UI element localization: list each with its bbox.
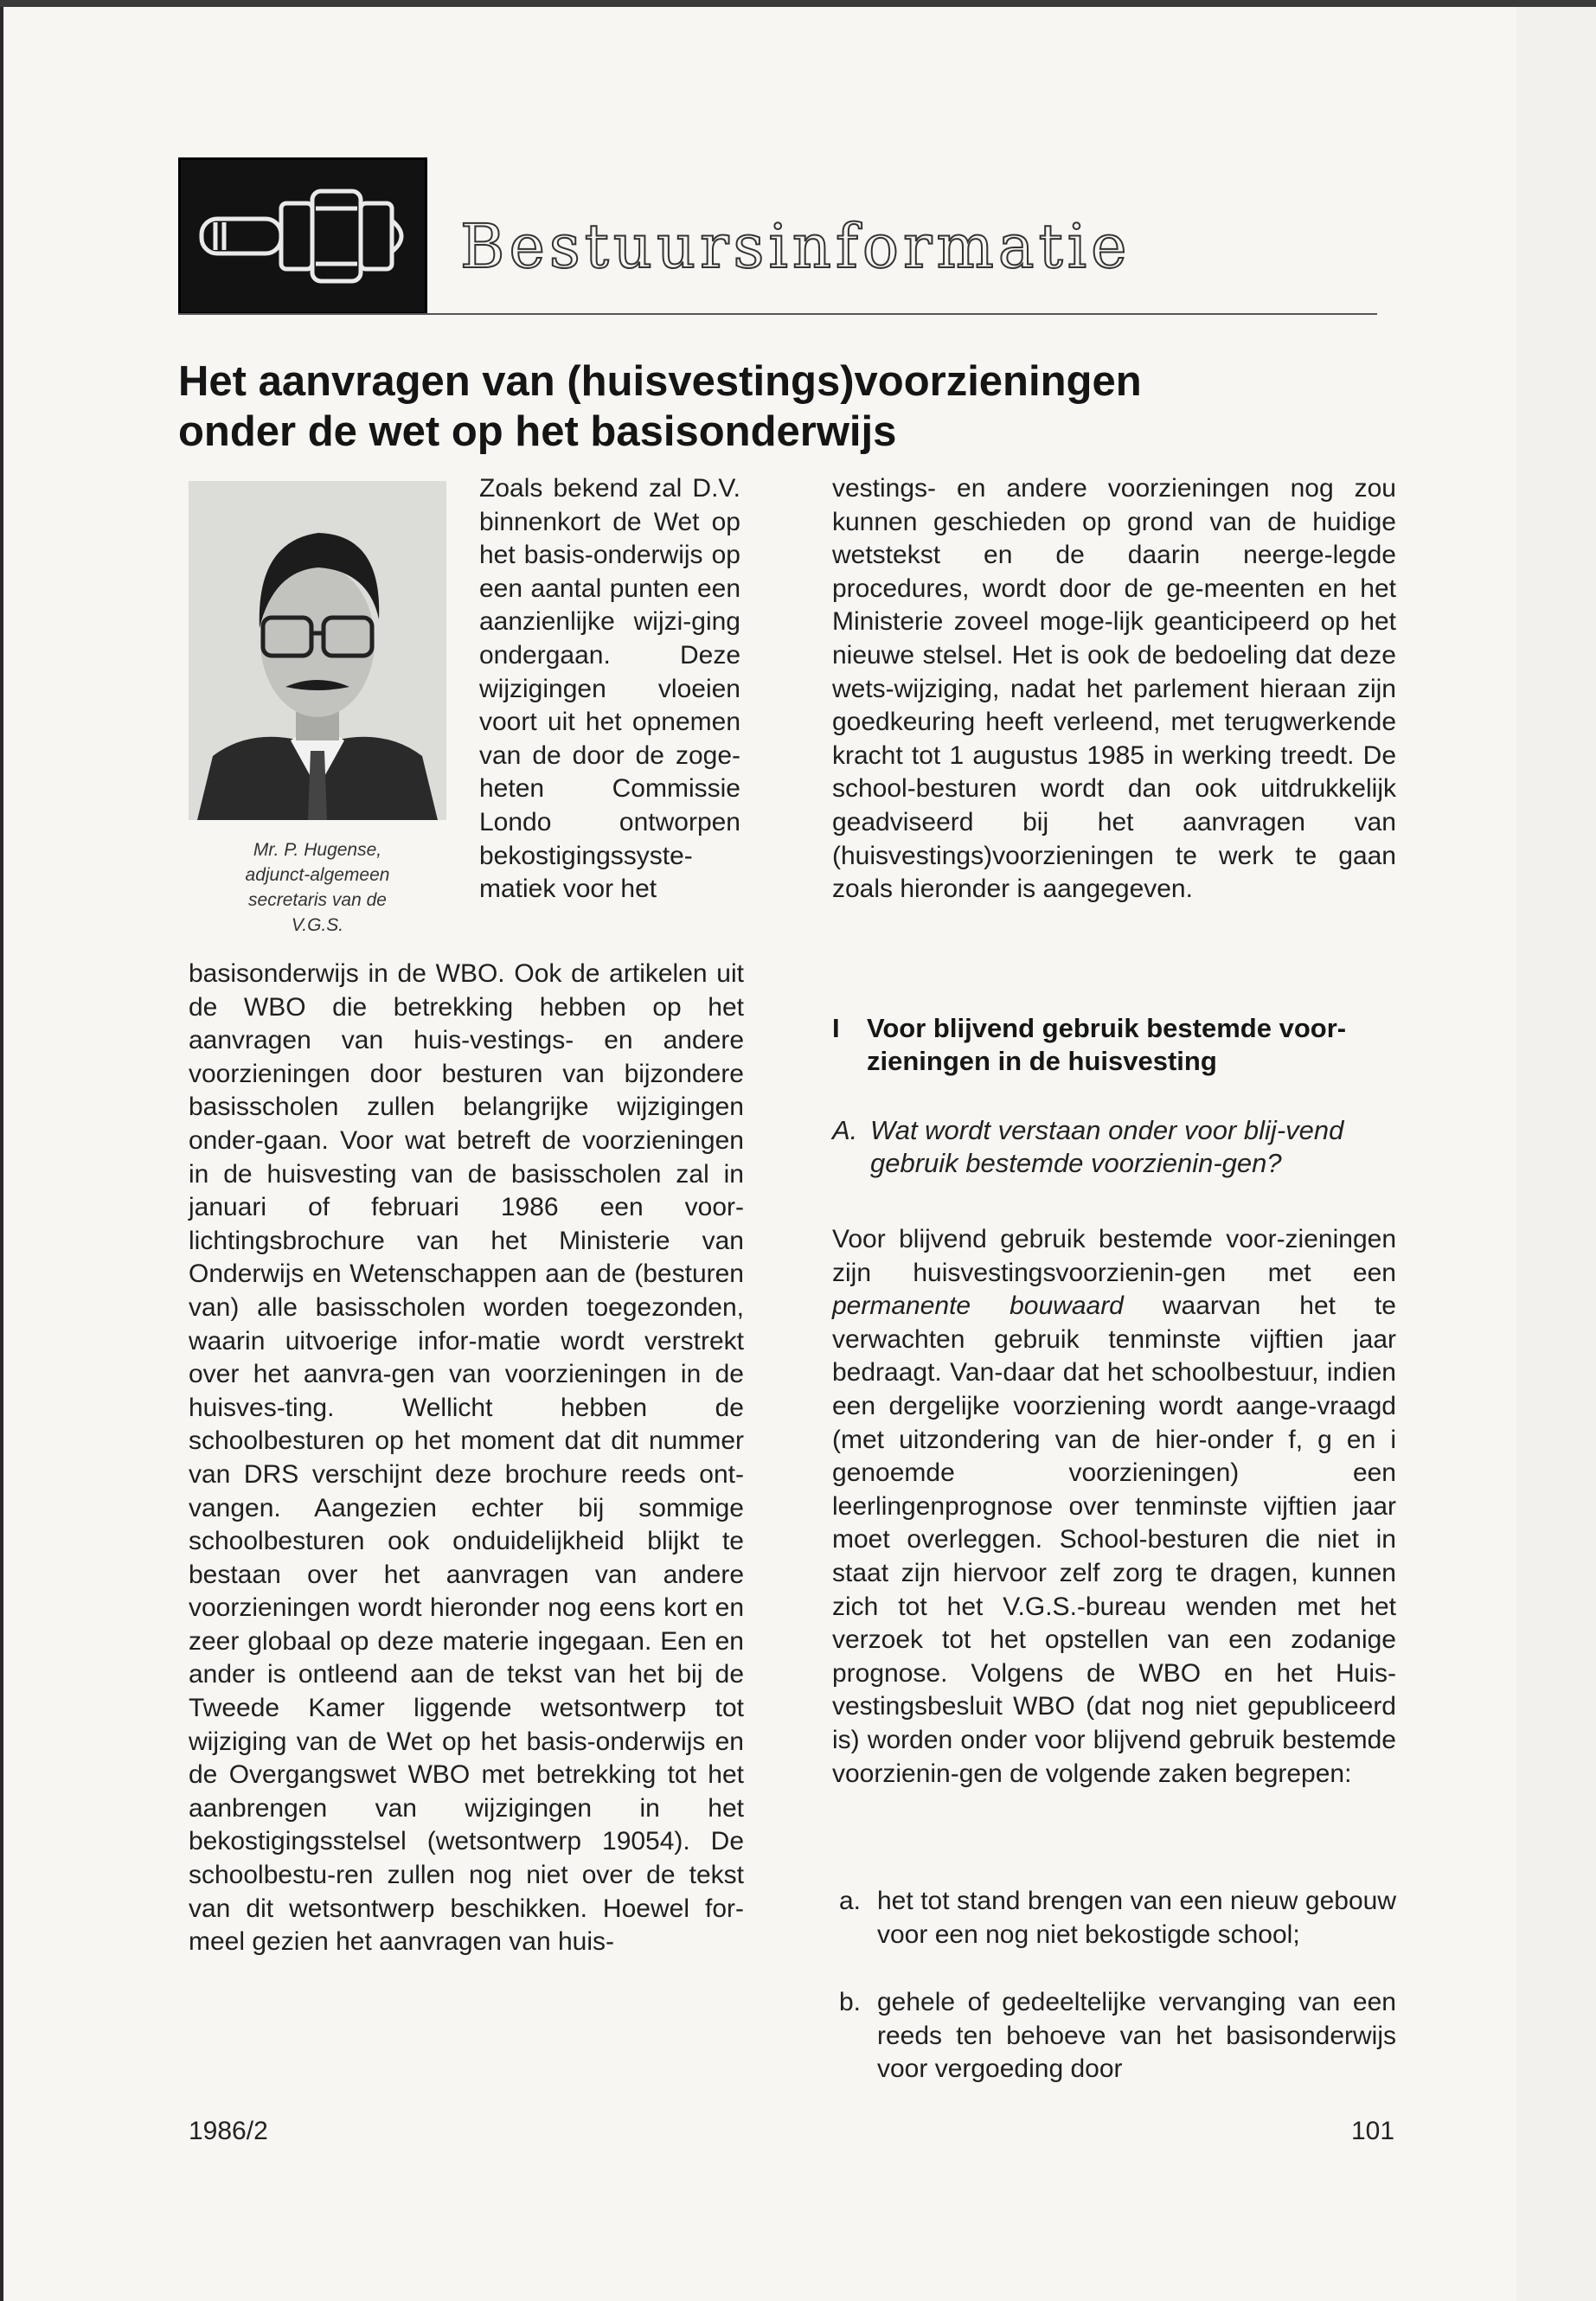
- list-item-b-label: b.: [839, 1988, 862, 2016]
- column-1-intro-paragraph: Zoals bekend zal D.V. binnenkort de Wet op het basis-onderwijs op een aantal punten een aanzienlijke wijzi-ging ondergaan. Deze wijzigingen vloeien voort uit het opnemen van de door de zoge-heten Commissie Londo ontworpen bekostigingssyste-matiek voor het: [479, 474, 740, 904]
- column-2-intro: [832, 472, 1396, 907]
- subheading-A-text: Wat wordt verstaan onder voor blij-vend gebruik bestemde voorzienin-gen?: [870, 1115, 1344, 1178]
- list-item-a-text: het tot stand brengen van een nieuw gebouw voor een nog niet bekostigde school;: [877, 1887, 1396, 1949]
- column-2-intro-paragraph: vestings- en andere voorzieningen nog zou kunnen geschieden op grond van de huidige wetstekst en de daarin neerge-legde procedures, wordt door de ge-meenten en het Ministerie zoveel moge-lijk geanticipeerd op het nieuwe stelsel. Het is ook de bedoeling dat deze wets-wijziging, nadat het parlement hieraan zijn goedkeuring heeft verleend, met terugwerkende kracht tot 1 augustus 1985 in werking treedt. De school-besturen wordt dan ook uitdrukkelijk geadviseerd bij het aanvragen van (huisvestings)voorzieningen te werk te gaan zoals hieronder is aangegeven.: [832, 474, 1396, 904]
- list-item-a: [832, 1885, 1396, 1952]
- scan-edge-right: [1516, 7, 1596, 2301]
- subheading-A: [832, 1114, 1396, 1180]
- caption-line-1: Mr. P. Hugense,: [253, 840, 382, 860]
- article-headline: [178, 356, 1389, 457]
- column-2-body-paragraph: [832, 1223, 1396, 1791]
- issue-number: 1986/2: [189, 2117, 268, 2145]
- header-rule: [178, 313, 1377, 315]
- list-item-b: [832, 1986, 1396, 2086]
- column-1-body: [189, 958, 744, 1959]
- caption-line-4: V.G.S.: [291, 915, 344, 935]
- body-text-post: waarvan het te verwachten gebruik tenminste vijftien jaar bedraagt. Van-daar dat het schoolbestuur, indien een dergelijke voorziening wordt aange-vraagd (met uitzondering van de hier-onder f, g en i genoemde voorzieningen) een leerlingenprognose over tenminste vijftien jaar moet overleggen. School-besturen die niet in staat zijn hiervoor zelf zorg te dragen, kunnen zich tot het V.G.S.-bureau wenden met het verzoek tot het opstellen van een zodanige prognose. Volgens de WBO en het Huis-vestingsbesluit WBO (dat nog niet gepubliceerd is) worden onder voor blijvend gebruik bestemde voorzienin-gen de volgende zaken begrepen:: [832, 1292, 1396, 1788]
- gavel-icon: [186, 165, 420, 307]
- subheading-A-number: A.: [832, 1115, 858, 1145]
- column-1-body-paragraph: basisonderwijs in de WBO. Ook de artikelen uit de WBO die betrekking hebben op het aanvragen van huis-vestings- en andere voorzieningen door besturen van bijzondere basisscholen zullen belangrijke wijzigingen onder-gaan. Voor wat betreft de voorzieningen in de huisvesting van de basisscholen zal in januari of februari 1986 een voor-lichtingsbrochure van het Ministerie van Onderwijs en Wetenschappen aan de (besturen van) alle basisscholen worden toegezonden, waarin uitvoerige infor-matie wordt verstrekt over het aanvra-gen van voorzieningen in de huisves-ting. Wellicht hebben de schoolbesturen op het moment dat dit nummer van DRS verschijnt deze brochure reeds ont-vangen. Aangezien echter bij sommige schoolbesturen ook onduidelijkheid blijkt te bestaan over het aanvragen van andere voorzieningen wordt hieronder nog eens kort en zeer globaal op deze materie ingegaan. Een en ander is ontleend aan de tekst van het bij de Tweede Kamer liggende wetsontwerp tot wijziging van de Wet op het basis-onderwijs en de Overgangswet WBO met betrekking tot het aanbrengen van wijzigingen in het bekostigingsstelsel (wetsontwerp 19054). De schoolbestu-ren zullen nog niet over de tekst van dit wetsontwerp beschikken. Hoewel for-meel gezien het aanvragen van huis-: [189, 959, 744, 1957]
- photo-caption: [178, 837, 457, 938]
- headline-line-2: onder de wet op het basisonderwijs: [178, 408, 897, 455]
- column-1-intro: [479, 472, 740, 907]
- body-text-emphasis: permanente bouwaard: [832, 1292, 1124, 1321]
- subheading-I-number: I: [832, 1013, 840, 1043]
- list-item-a-label: a.: [839, 1887, 862, 1915]
- column-2-body: [832, 1223, 1396, 1791]
- scan-edge-top: [0, 0, 1596, 7]
- caption-line-3: secretaris van de: [248, 890, 387, 910]
- body-text-pre: Voor blijvend gebruik bestemde voor-zieningen zijn huisvestingsvoorzienin-gen met een: [832, 1225, 1396, 1287]
- list-item-b-text: gehele of gedeeltelijke vervanging van een reeds ten behoeve van het basisonderwijs voor vergoeding door: [877, 1988, 1396, 2084]
- caption-line-2: adjunct-algemeen: [245, 865, 390, 885]
- section-logo: [178, 157, 427, 315]
- page-number: 101: [1351, 2117, 1395, 2145]
- subheading-I-text: Voor blijvend gebruik bestemde voor-zieningen in de huisvesting: [867, 1013, 1347, 1076]
- headline-line-1: Het aanvragen van (huisvestings)voorzieningen: [178, 358, 1142, 405]
- subheading-I: [832, 1012, 1396, 1078]
- section-title: Bestuursinformatie: [460, 211, 1131, 282]
- author-photo: [189, 481, 446, 820]
